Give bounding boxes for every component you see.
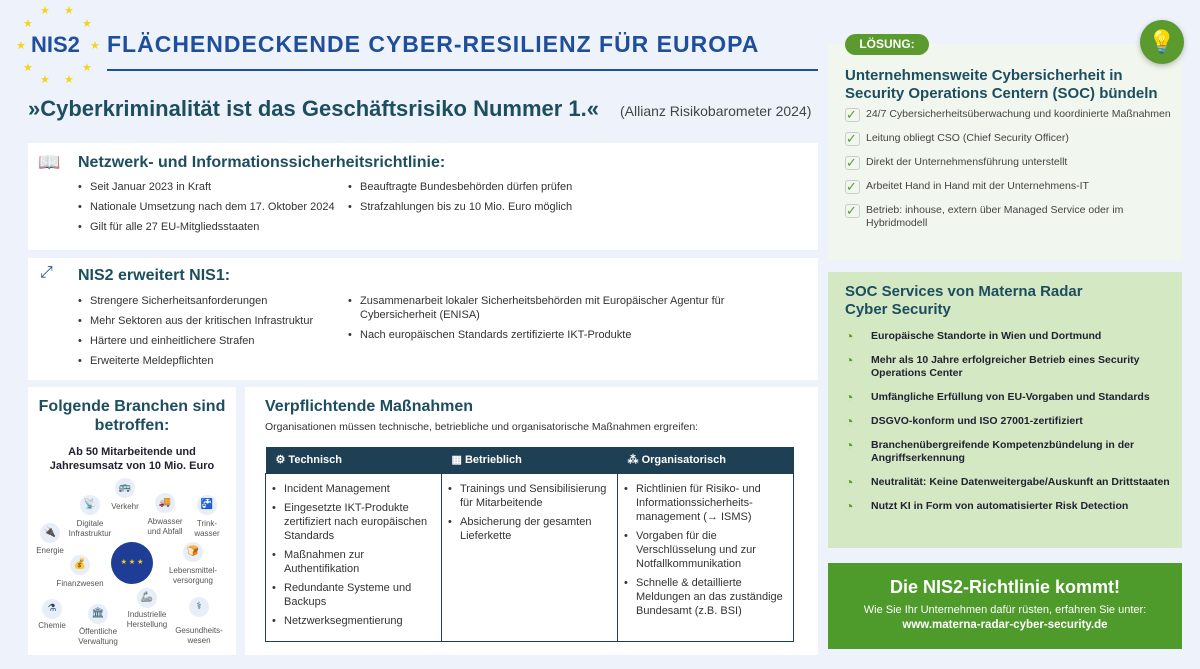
cta-banner xyxy=(828,563,1182,649)
lightbulb-icon: 💡 xyxy=(1140,20,1184,64)
list-item: • Richtlinien für Risiko- und Informationssicherheits-management (→ ISMS) xyxy=(624,482,787,524)
loesung-title: Unternehmensweite Cybersicherheit in Security Operations Centern (SOC) bündeln xyxy=(845,67,1158,102)
list-item: • Beauftragte Bundesbehörden dürfen prüfen xyxy=(348,180,572,194)
nis-section xyxy=(28,143,818,250)
column-technisch xyxy=(266,473,442,641)
list-item: • Nach europäischen Standards zertifizierte IKT-Produkte xyxy=(348,328,748,342)
soc-title: SOC Services von Materna Radar Cyber Security xyxy=(845,283,1083,318)
nis2-section xyxy=(28,258,818,380)
column-label: Betrieblich xyxy=(464,454,522,467)
quote-source: (Allianz Risikobarometer 2024) xyxy=(620,103,812,119)
check-item: ✓ Leitung obliegt CSO (Chief Security Officer) xyxy=(846,131,1069,146)
check-item: ✓ Betrieb: inhouse, extern über Managed Service oder im Hybridmodell xyxy=(846,203,1124,229)
list-item: • Maßnahmen zur Authentifikation xyxy=(272,548,435,576)
column-header-betrieblich xyxy=(442,447,618,473)
column-label: Technisch xyxy=(288,454,343,467)
website-link[interactable]: www.materna-radar-cyber-security.de xyxy=(902,619,1108,631)
list-item: • Nationale Umsetzung nach dem 17. Oktober 2024 xyxy=(78,200,335,214)
radar-icon: ◔ xyxy=(845,437,854,453)
massnahmen-table xyxy=(265,447,794,642)
soc-item: ◔ Branchenübergreifende Kompetenzbündelung in der Angriffserkennung xyxy=(845,437,1135,464)
list-item: • Redundante Systeme und Backups xyxy=(272,581,435,609)
branche-label: Gesundheits-wesen xyxy=(175,626,223,645)
column-header-technisch xyxy=(266,447,442,473)
checkmark-icon: ✓ xyxy=(845,156,860,170)
health-icon: ⚕ xyxy=(189,597,209,617)
checkmark-icon: ✓ xyxy=(845,204,860,218)
column-label: Organisatorisch xyxy=(641,454,726,467)
list-item: • Vorgaben für die Verschlüsselung und zur Notfallkommunikation xyxy=(624,529,787,571)
branche-label: Trink-wasser xyxy=(194,519,220,538)
list-item: • Erweiterte Meldepflichten xyxy=(78,354,313,368)
list-item: • Absicherung der gesamten Lieferkette xyxy=(448,515,611,543)
nis2-list-left xyxy=(78,294,313,374)
branche-label: Chemie xyxy=(38,621,66,630)
soc-item: ◔ Mehr als 10 Jahre erfolgreicher Betrieb eines Security Operations Center xyxy=(845,352,1140,379)
list-item: • Eingesetzte IKT-Produkte zertifiziert nach europäischen Standards xyxy=(272,501,435,543)
massnahmen-title: Verpflichtende Maßnahmen xyxy=(265,398,474,415)
soc-item: ◔ Neutralität: Keine Datenweitergabe/Auskunft an Drittstaaten xyxy=(845,474,1170,490)
branche-label: Digitale Infrastruktur xyxy=(68,519,112,538)
soc-item: ◔ DSGVO-konform und ISO 27001-zertifiziert xyxy=(845,413,1083,429)
branche-label: Energie xyxy=(36,546,64,555)
list-item: • Gilt für alle 27 EU-Mitgliedsstaaten xyxy=(78,220,335,234)
food-icon: 🍞 xyxy=(183,542,203,562)
expand-icon: ⤢ xyxy=(40,264,53,281)
office-building-icon: ▦ xyxy=(451,454,465,467)
list-item: • Netzwerksegmentierung xyxy=(272,614,435,628)
soc-item: ◔ Umfängliche Erfüllung von EU-Vorgaben und Standards xyxy=(845,389,1150,405)
tap-icon: 🚰 xyxy=(197,495,217,515)
branchen-title: Folgende Branchen sind betroffen: xyxy=(38,398,226,434)
antenna-icon: 📡 xyxy=(80,495,100,515)
branche-label: Abwasser und Abfall xyxy=(147,517,183,536)
truck-icon: 🚚 xyxy=(155,493,175,513)
list-item: • Zusammenarbeit lokaler Sicherheitsbehörden mit Europäischer Agentur für Cybersicherheit (ENISA) xyxy=(348,294,748,322)
radar-icon: ◔ xyxy=(845,389,854,405)
branche-label: Öffentliche Verwaltung xyxy=(78,627,118,646)
list-item: • Schnelle & detaillierte Meldungen an das zuständige Bundesamt (z.B. BSI) xyxy=(624,576,787,618)
list-item: • Härtere und einheitlichere Strafen xyxy=(78,334,313,348)
banner-title: Die NIS2-Richtlinie kommt! xyxy=(889,577,1121,597)
money-icon: 💰 xyxy=(70,555,90,575)
massnahmen-section xyxy=(245,387,818,655)
list-item: • Trainings und Sensibilisierung für Mitarbeitende xyxy=(448,482,611,510)
nis-list-right xyxy=(348,180,572,220)
column-betrieblich xyxy=(442,473,618,641)
soc-item: ◔ Nutzt KI in Form von automatisierter Risk Detection xyxy=(845,498,1129,514)
robot-arm-icon: 🦾 xyxy=(137,588,157,608)
column-header-organisatorisch xyxy=(618,447,794,473)
list-item: • Strafzahlungen bis zu 10 Mio. Euro möglich xyxy=(348,200,572,214)
list-item: • Strengere Sicherheitsanforderungen xyxy=(78,294,313,308)
loesung-badge: LÖSUNG: xyxy=(845,34,929,55)
nis2-logo: NIS2 xyxy=(31,32,80,57)
nis2-title: NIS2 erweitert NIS1: xyxy=(78,267,231,284)
massnahmen-intro: Organisationen müssen technische, betriebliche und organisatorische Maßnahmen ergreifen: xyxy=(265,421,699,433)
checkmark-icon: ✓ xyxy=(845,108,860,122)
branche-label: Lebensmittel-versorgung xyxy=(168,566,218,585)
list-item: • Incident Management xyxy=(272,482,435,496)
nis-title: Netzwerk- und Informationssicherheitsrichtlinie: xyxy=(78,154,446,171)
list-item: • Seit Januar 2023 in Kraft xyxy=(78,180,335,194)
eu-flag-icon: ★ ★ ★ xyxy=(111,542,153,584)
bus-icon: 🚌 xyxy=(115,478,135,498)
branche-label: Verkehr xyxy=(111,502,139,511)
nis2-list-right xyxy=(348,294,748,348)
quote: »Cyberkriminalität ist das Geschäftsrisiko Nummer 1.« xyxy=(28,96,600,121)
loesung-list xyxy=(845,108,1175,240)
book-icon: 📖 xyxy=(38,152,61,172)
radar-icon: ◔ xyxy=(845,474,854,490)
gear-icon: ⚙ xyxy=(275,454,289,467)
list-item: • Mehr Sektoren aus der kritischen Infrastruktur xyxy=(78,314,313,328)
nis-list-left xyxy=(78,180,335,240)
check-item: ✓ 24/7 Cybersicherheitsüberwachung und koordinierte Maßnahmen xyxy=(846,107,1171,122)
soc-panel xyxy=(828,272,1182,548)
branchen-subtitle: Ab 50 Mitarbeitende und Jahresumsatz von 10 Mio. Euro xyxy=(49,446,215,472)
org-chart-icon: ⁂ xyxy=(627,454,642,467)
radar-icon: ◔ xyxy=(845,328,854,344)
branche-label: Finanzwesen xyxy=(56,579,104,588)
flask-icon: ⚗ xyxy=(42,599,62,619)
title-underline xyxy=(107,69,818,71)
page-title: FLÄCHENDECKENDE CYBER-RESILIENZ FÜR EUROPA xyxy=(107,31,760,57)
soc-list xyxy=(845,330,1175,524)
building-icon: 🏛 xyxy=(88,604,108,624)
loesung-panel xyxy=(828,44,1182,260)
checkmark-icon: ✓ xyxy=(845,180,860,194)
banner-text: Wie Sie Ihr Unternehmen dafür rüsten, erfahren Sie unter: xyxy=(863,604,1147,616)
column-organisatorisch xyxy=(618,473,794,641)
checkmark-icon: ✓ xyxy=(845,132,860,146)
radar-icon: ◔ xyxy=(845,352,854,368)
radar-icon: ◔ xyxy=(845,413,854,429)
check-item: ✓ Direkt der Unternehmensführung unterstellt xyxy=(846,155,1068,170)
check-item: ✓ Arbeitet Hand in Hand mit der Unternehmens-IT xyxy=(846,179,1089,194)
plug-icon: 🔌 xyxy=(40,523,60,543)
branche-label: Industrielle Herstellung xyxy=(126,610,168,629)
soc-item: ◔ Europäische Standorte in Wien und Dortmund xyxy=(845,328,1102,344)
radar-icon: ◔ xyxy=(845,498,854,514)
